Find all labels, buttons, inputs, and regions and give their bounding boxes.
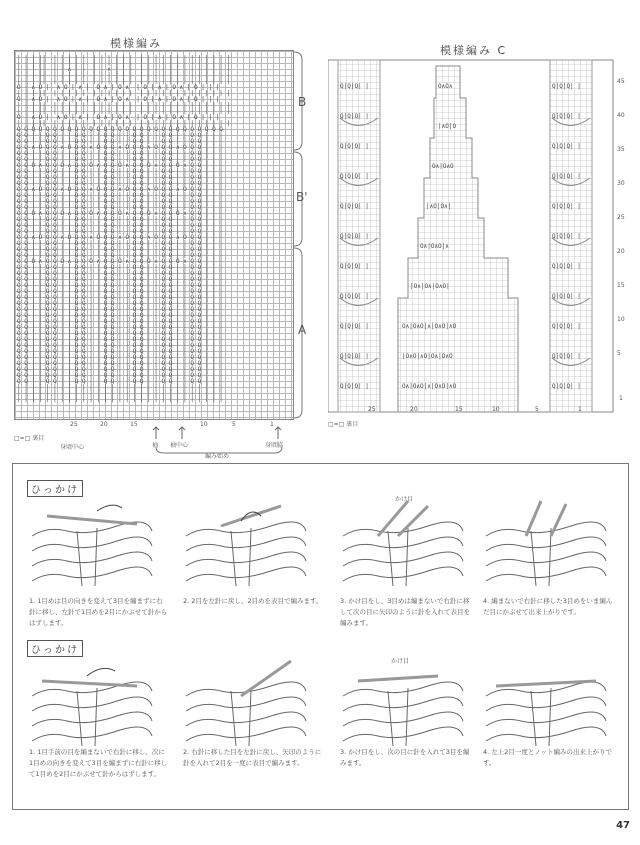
right-bottom-number: 20 xyxy=(410,406,418,413)
svg-text:|∧O|O∧|: |∧O|O∧| xyxy=(426,203,452,210)
svg-text:Q|Q|Q| |: Q|Q|Q| | xyxy=(340,233,369,240)
illustration-step1-row2 xyxy=(27,656,157,751)
left-bottom-number: 10 xyxy=(200,421,208,428)
right-bottom-number: 25 xyxy=(368,406,376,413)
svg-text:Q|Q|Q| |: Q|Q|Q| | xyxy=(340,143,369,150)
section-label-b-prime: B' xyxy=(296,190,308,204)
illustration-step1-row1 xyxy=(27,496,157,591)
svg-text:O∧|O∧O|∧|O∧O|∧O: O∧|O∧O|∧|O∧O|∧O xyxy=(402,383,457,390)
svg-text:Q|Q|Q| |: Q|Q|Q| | xyxy=(340,173,369,180)
svg-text:Q|Q|Q| |: Q|Q|Q| | xyxy=(340,323,369,330)
left-knitting-chart xyxy=(14,50,294,420)
right-side-number: 35 xyxy=(617,146,625,153)
step1-row1-caption: 1. 1目めは目の向きを変えて3目を編まずに右針に移し、左針で1目めを2目にかぶせて針からはずします。 xyxy=(29,597,168,627)
svg-text:Q|Q|Q| |: Q|Q|Q| | xyxy=(552,353,581,360)
right-side-number: 5 xyxy=(617,350,621,357)
illustration-step3-row1 xyxy=(338,496,468,591)
svg-text:Q|Q|Q| |: Q|Q|Q| | xyxy=(340,293,369,300)
right-side-number: 20 xyxy=(617,248,625,255)
illustration-step2-row2 xyxy=(181,656,311,751)
label-start: 編み始め xyxy=(205,453,230,460)
svg-text:Q|Q|Q| |: Q|Q|Q| | xyxy=(552,173,581,180)
left-chart-symbols: | | | || | | | | | | | | | | | | | | | | | | | | | | | | | | | || | | | | | | | | | | | | | | | | | | | | | | | | | | | || | | ∧ | | | | ∧ | | | | | | | | | | | | | | | | | | | || | | | | | | | | | | | | | | | | | | | | | | | | | | | || | | | | | | | | | | | | | | | | | | | | | | | | O | ∧ O | ∧ O | ∧ | O ∧ | O ∧ | O | ∧ | O ∧ | O | | | | | | || | | | | | | | | | | | | | | | | | | | | | | | | O | ∧ O | ∧ O | ∧ | O ∧ | O ∧ | O | ∧ | O ∧ | O | | | | | | || | | | | | | | | | | | | | | | | | | | | | | | | | | | || | | | | | | | | | | | | | | | | | | | | | | | | O | ∧ O | ∧ O | ∧ | O ∧ | O ∧ | O | ∧ | O ∧ | O | | | | | | || | | | | | | | | | | | | | | | | | | | | | | | | Q Q Q Q Q Q Q Q Q Q Q Q Q Q Q Q Q Q Q Q Q Q Q Q Q Q Q Q Q Q Q | | Q Q | | Q Q | | Q Q | | Q Q | | Q Q | | Q Q | | | Q Q | | Q Q | | Q Q | | Q Q | | Q Q | | Q Q | | Q Q | | | Q Q ∧ O Q Q ∧ O Q Q ∧ O Q Q ∧ O Q Q ∧ O Q Q ∧ O Q Q | | | Q Q | | Q Q | | Q Q | | Q Q | | Q Q | | Q Q | | Q Q | | | Q Q | | Q Q | | Q Q | | Q Q | | Q Q | | Q Q | | Q Q | | | Q Q O ∧ Q Q O ∧ Q Q O ∧ Q Q O ∧ Q Q O ∧ Q Q O ∧ Q Q | | | Q Q | | Q Q | | Q Q | | Q Q | | Q Q | | Q Q | | Q Q | | | Q Q | | Q Q | | Q Q | | Q Q | | Q Q | | Q Q | | Q Q | | | Q Q | | Q Q | | Q Q | | Q Q | | Q Q | | Q Q | | Q Q | | | Q Q ∧ O Q Q ∧ O Q Q ∧ O Q Q ∧ O Q Q ∧ O Q Q ∧ O Q Q | | | Q Q | | Q Q | | Q Q | | Q Q | | Q Q | | Q Q | | Q Q | | | Q Q | | Q Q | | Q Q | | Q Q | | Q Q | | Q Q | | Q Q | | | Q Q | | Q Q | | Q Q | | Q Q | | Q Q | | Q Q | | Q Q | | | Q Q O ∧ Q Q O ∧ Q Q O ∧ Q Q O ∧ Q Q O ∧ Q Q O ∧ Q Q | | | Q Q | | Q Q | | Q Q | | Q Q | | Q Q | | Q Q | | Q Q | | | Q Q | | Q Q | | Q Q | | Q Q | | Q Q | | Q Q | | Q Q | | | Q Q | | Q Q | | Q Q | | Q Q | | Q Q | | Q Q | | Q Q | | | Q Q ∧ O Q Q ∧ O Q Q ∧ O Q Q ∧ O Q Q ∧ O Q Q ∧ O Q Q | | | Q Q | | Q Q | | Q Q | | Q Q | | Q Q | | Q Q | | Q Q | | | Q Q | | Q Q | | Q Q | | Q Q | | Q Q | | Q Q | | Q Q | | | Q Q | | Q Q | | Q Q | | Q Q | | Q Q | | Q Q | | Q Q | | | Q Q O ∧ Q Q O ∧ Q Q O ∧ Q Q O ∧ Q Q O ∧ Q Q O ∧ Q Q | | | Q Q | | Q Q | | Q Q | | Q Q | | Q Q | | Q Q | | Q Q | | | Q Q | | Q Q | | Q Q | | Q Q | | Q Q | | Q Q | | Q Q | | | Q Q | | Q Q | | Q Q | | Q Q | | Q Q | | Q Q | | Q Q | | | Q Q | | Q Q | | Q Q | | Q Q | | Q Q | | Q Q | | Q Q | | | Q Q | | Q Q | | Q Q | | Q Q | | Q Q | | Q Q | | Q Q | | | Q Q | | Q Q | | Q Q | | Q Q | | Q Q | | Q Q | | Q Q | | | Q Q | | Q Q | | Q Q | | Q Q | | Q Q | | Q Q | | Q Q | | | Q Q | | Q Q | | Q Q | | Q Q | | Q Q | | Q Q | | Q Q | | | Q Q | | Q Q | | Q Q | | Q Q | | Q Q | | Q Q | | Q Q | | | Q Q | | Q Q | | Q Q | | Q Q | | Q Q | | Q Q | | Q Q | | | Q Q | | Q Q | | Q Q | | Q Q | | Q Q | | Q Q | | Q Q | | | Q Q | | Q Q | | Q Q | | Q Q | | Q Q | | Q Q | | Q Q | | | Q Q | | Q Q | | Q Q | | Q Q | | Q Q | | Q Q | | Q Q | | | Q Q | | Q Q | | Q Q | | Q Q | | Q Q | | Q Q | | Q Q | | | Q Q | | Q Q | | Q Q | | Q Q | | Q Q | | Q Q | | Q Q | | | Q Q | | Q Q | | Q Q | | Q Q | | Q Q | | Q Q | | Q Q | | | Q Q | | Q Q | | Q Q | | Q Q | | Q Q | | Q Q | | Q Q | | | Q Q | | Q Q | | Q Q | | Q Q | | Q Q | | Q Q | | Q Q | | | Q Q | | Q Q | | Q Q | | Q Q | | Q Q | | Q Q | | Q Q | | | Q Q | | Q Q | | Q Q | | Q Q | | Q Q | | Q Q | | Q Q | | | | | | | | | | | | | | | | | | | | | | | | | | | | | | | | | | | | | | | | | | | | | | | | | | | | | | | | | | | | | | | | | | | | | | | | | | | | | | | | | | | | | | | | | | xyxy=(17,55,231,403)
svg-text:Q|Q|Q| |: Q|Q|Q| | xyxy=(340,263,369,270)
step1-row2-caption: 1. 1目手前の目を編まないで右針に移し、次に1目めの向きを変えて3目を編まずに右針に移して1目めを2目にかぶせて針からはずします。 xyxy=(29,748,168,778)
right-bottom-number: 1 xyxy=(578,406,582,413)
left-bottom-number: 15 xyxy=(130,421,138,428)
right-side-number: 25 xyxy=(617,214,625,221)
label-body-side: 身頃脇 xyxy=(265,442,284,449)
svg-text:Q|Q|Q| |: Q|Q|Q| | xyxy=(552,233,581,240)
right-bottom-number: 15 xyxy=(455,406,463,413)
svg-text:Q|Q|Q| |: Q|Q|Q| | xyxy=(552,263,581,270)
svg-text:|∧O|O: |∧O|O xyxy=(438,123,457,130)
svg-text:Q|Q|Q| |: Q|Q|Q| | xyxy=(552,83,581,90)
right-side-number: 15 xyxy=(617,282,625,289)
yarn-over-label-1: かけ目 xyxy=(395,496,414,503)
step2-row2-caption: 2. 右針に移した目を左針に戻し、矢印のように針を入れて2目を一度に表目で編みます。 xyxy=(183,748,322,767)
right-side-number: 1 xyxy=(619,395,623,402)
svg-text:O∧|O∧O|∧: O∧|O∧O|∧ xyxy=(420,243,449,250)
step3-row1-caption: 3. かけ目をし、3目めは編まないで右針に移して次の目に矢印のように針を入れて表目を編みます。 xyxy=(340,597,470,627)
svg-text:Q|Q|Q| |: Q|Q|Q| | xyxy=(340,203,369,210)
svg-text:Q|Q|Q| |: Q|Q|Q| | xyxy=(340,83,369,90)
svg-text:Q|Q|Q| |: Q|Q|Q| | xyxy=(552,323,581,330)
label-sleeve-center: 袖中心 xyxy=(170,442,189,449)
right-bottom-number: 5 xyxy=(535,406,539,413)
svg-text:Q|Q|Q| |: Q|Q|Q| | xyxy=(552,383,581,390)
label-sleeve: 袖 xyxy=(152,442,159,449)
left-legend: □=□ 裏目 xyxy=(14,435,45,442)
step3-row2-caption: 3. かけ目をし、次の目に針を入れて3目を編みます。 xyxy=(340,748,470,767)
right-side-number: 45 xyxy=(617,78,625,85)
instructions-box xyxy=(12,463,629,810)
svg-text:Q|Q|Q| |: Q|Q|Q| | xyxy=(552,143,581,150)
illustration-step4-row2 xyxy=(481,656,611,751)
right-side-number: 40 xyxy=(617,112,625,119)
step2-row1-caption: 2. 2目を左針に戻し、2目めを表目で編みます。 xyxy=(183,597,323,605)
left-bottom-number: 20 xyxy=(100,421,108,428)
section-tag-2: ひっかけ xyxy=(27,640,83,657)
right-legend: □=□ 裏目 xyxy=(328,421,359,428)
section-label-b: B xyxy=(298,95,307,109)
right-chart-title: 模様編み C xyxy=(440,44,508,57)
left-chart-title: 模様編み xyxy=(110,37,162,50)
right-knitting-chart xyxy=(328,58,618,420)
label-body-center: 身頃中心 xyxy=(60,444,85,451)
section-label-a: A xyxy=(298,323,307,337)
svg-text:Q|Q|Q| |: Q|Q|Q| | xyxy=(340,113,369,120)
step4-row2-caption: 4. 左上2目一度とノット編みの出来上がりです。 xyxy=(483,748,612,767)
left-bottom-number: 1 xyxy=(270,421,274,428)
svg-text:Q|Q|Q| |: Q|Q|Q| | xyxy=(340,383,369,390)
svg-text:O∧O∧: O∧O∧ xyxy=(438,83,453,90)
svg-text:|O∧O|∧O|O∧|O∧O: |O∧O|∧O|O∧|O∧O xyxy=(402,353,453,360)
right-side-number: 30 xyxy=(617,180,625,187)
left-bottom-number: 5 xyxy=(232,421,236,428)
right-bottom-number: 10 xyxy=(492,406,500,413)
svg-text:Q|Q|Q| |: Q|Q|Q| | xyxy=(552,203,581,210)
svg-text:Q|Q|Q| |: Q|Q|Q| | xyxy=(340,353,369,360)
section-tag-1: ひっかけ xyxy=(27,480,83,497)
svg-text:O∧|O∧O: O∧|O∧O xyxy=(432,163,454,170)
step4-row1-caption: 4. 編まないで右針に移した3目めをいま編んだ目にかぶせて出来上がりです。 xyxy=(483,597,613,616)
bottom-arrows xyxy=(150,425,290,460)
page-number: 47 xyxy=(616,820,630,831)
svg-text:|O∧|O∧|O∧O|: |O∧|O∧|O∧O| xyxy=(410,283,450,290)
right-side-number: 10 xyxy=(617,316,625,323)
yarn-over-label-2: かけ目 xyxy=(391,658,410,665)
illustration-step3-row2 xyxy=(338,656,468,751)
svg-text:Q|Q|Q| |: Q|Q|Q| | xyxy=(552,113,581,120)
svg-text:Q|Q|Q| |: Q|Q|Q| | xyxy=(552,293,581,300)
illustration-step4-row1 xyxy=(481,496,611,591)
left-bottom-number: 25 xyxy=(70,421,78,428)
svg-text:O∧|O∧O|∧|O∧O|∧O: O∧|O∧O|∧|O∧O|∧O xyxy=(402,323,457,330)
illustration-step2-row1 xyxy=(181,496,311,591)
